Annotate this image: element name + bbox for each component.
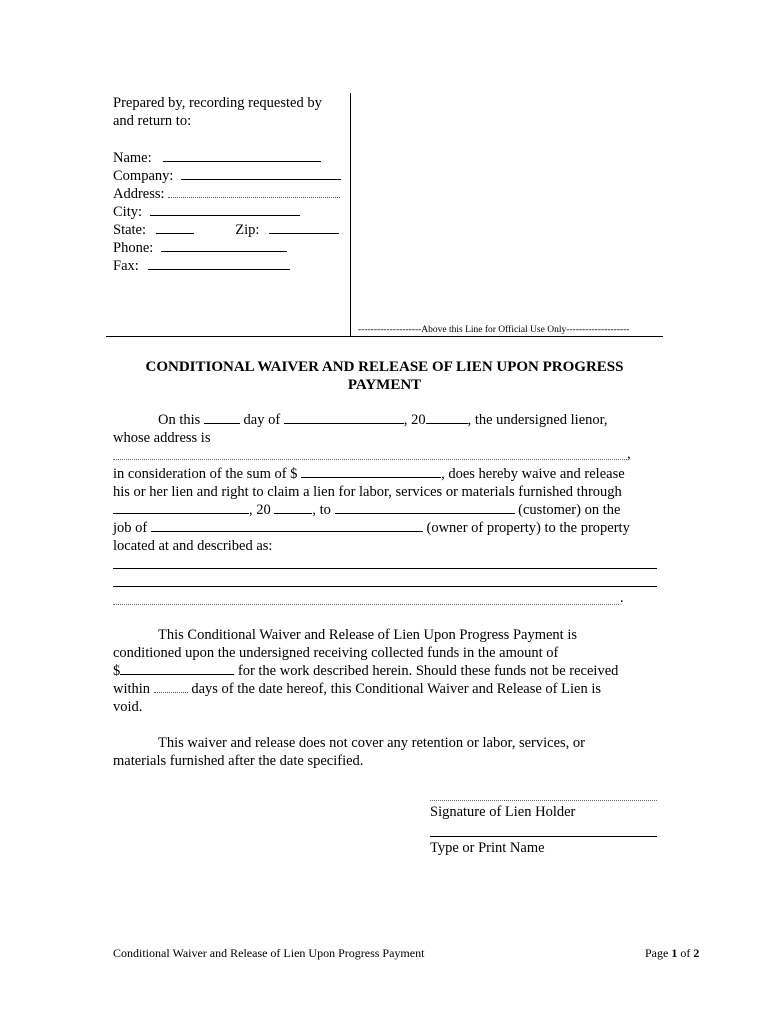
customer-field[interactable] <box>335 501 515 514</box>
property-description-line-3[interactable] <box>113 604 619 605</box>
property-description-line-1[interactable] <box>113 568 657 569</box>
day-of-text: day of <box>243 412 281 428</box>
p3-line-2: materials furnished after the date specified. <box>113 753 364 769</box>
phone-field[interactable] <box>161 239 287 252</box>
address-label: Address: <box>113 186 165 202</box>
page-current: 1 <box>671 946 678 960</box>
to-text: , to <box>312 502 331 518</box>
company-row <box>113 167 341 185</box>
lienor-address-field[interactable] <box>113 459 627 460</box>
phone-label: Phone: <box>113 240 154 256</box>
undersigned-lienor-text: , the undersigned lienor, <box>467 412 608 428</box>
p2-line-4 <box>113 680 601 698</box>
month-field[interactable] <box>284 411 404 424</box>
print-name-label: Type or Print Name <box>430 840 545 856</box>
fax-field[interactable] <box>148 257 290 270</box>
header-divider-horizontal <box>106 336 663 337</box>
p2-void: void. <box>113 699 143 715</box>
p1-line-1 <box>158 411 608 429</box>
waive-release-text: , does hereby waive and release <box>441 466 625 482</box>
job-of-text: job of <box>113 520 148 536</box>
title-line-1: CONDITIONAL WAIVER AND RELEASE OF LIEN UPON PROGRESS <box>145 359 624 375</box>
address-comma: , <box>627 446 631 462</box>
dollar-sign: $ <box>113 663 121 679</box>
p1-line-through <box>113 501 620 519</box>
page-total: 2 <box>693 946 700 960</box>
footer-doc-name: Conditional Waiver and Release of Lien Upon Progress Payment <box>113 946 425 960</box>
state-field[interactable] <box>156 221 194 234</box>
consideration-text: in consideration of the sum of $ <box>113 466 298 482</box>
year-prefix-2-text: , 20 <box>249 502 271 518</box>
signature-line[interactable] <box>430 800 657 801</box>
state-row <box>113 221 339 239</box>
print-name-line[interactable] <box>430 836 657 837</box>
page-word: Page <box>645 946 669 960</box>
company-label: Company: <box>113 168 174 184</box>
p1-line-job <box>113 519 630 537</box>
owner-text: (owner of property) to the property <box>426 520 630 536</box>
located-text: located at and described as: <box>113 538 273 554</box>
document-title <box>112 358 657 394</box>
footer-page-number <box>645 946 699 961</box>
work-described-text: for the work described herein. Should these funds not be received <box>237 663 619 679</box>
state-label: State: <box>113 222 147 238</box>
days-text: days of the date hereof, this Conditional Waiver and Release of Lien is <box>191 681 601 697</box>
zip-field[interactable] <box>269 221 339 234</box>
address-field[interactable] <box>168 185 340 198</box>
amount-field[interactable] <box>120 662 234 675</box>
company-field[interactable] <box>181 167 341 180</box>
through-date-field[interactable] <box>113 501 249 514</box>
days-field[interactable] <box>154 680 188 693</box>
name-field[interactable] <box>163 149 321 162</box>
customer-text: (customer) on the <box>518 502 621 518</box>
return-to-label: and return to: <box>113 113 192 129</box>
prepared-by-label: Prepared by, recording requested by <box>113 95 322 111</box>
day-field[interactable] <box>204 411 240 424</box>
year-2-field[interactable] <box>274 501 312 514</box>
property-description-line-2[interactable] <box>113 586 657 587</box>
zip-label: Zip: <box>235 222 260 238</box>
name-label: Name: <box>113 150 152 166</box>
lien-right-text: his or her lien and right to claim a lien for labor, services or materials furnished through <box>113 484 622 500</box>
within-text: within <box>113 681 151 697</box>
sum-field[interactable] <box>301 465 441 478</box>
whose-address-label: whose address is <box>113 430 211 446</box>
address-row <box>113 185 340 203</box>
p2-line-3 <box>113 662 618 680</box>
year-field[interactable] <box>426 411 468 424</box>
year-prefix-text: , 20 <box>403 412 426 428</box>
city-label: City: <box>113 204 143 220</box>
signature-label: Signature of Lien Holder <box>430 804 576 820</box>
fax-row <box>113 257 290 275</box>
of-word: of <box>680 946 691 960</box>
official-use-note: --------------------Above this Line for Official Use Only-------------------- <box>358 325 630 335</box>
title-line-2: PAYMENT <box>347 377 422 393</box>
phone-row <box>113 239 287 257</box>
p1-line-consideration <box>113 465 625 483</box>
on-this-text: On this <box>158 412 201 428</box>
p2-line-2: conditioned upon the undersigned receiving collected funds in the amount of <box>113 645 559 661</box>
p3-line-1: This waiver and release does not cover any retention or labor, services, or <box>158 735 586 751</box>
owner-field[interactable] <box>151 519 423 532</box>
name-row <box>113 149 321 167</box>
p2-line-1: This Conditional Waiver and Release of Lien Upon Progress Payment is <box>158 627 577 643</box>
header-divider-vertical <box>350 93 351 336</box>
city-field[interactable] <box>150 203 300 216</box>
city-row <box>113 203 300 221</box>
description-period: . <box>620 590 624 606</box>
fax-label: Fax: <box>113 258 139 274</box>
